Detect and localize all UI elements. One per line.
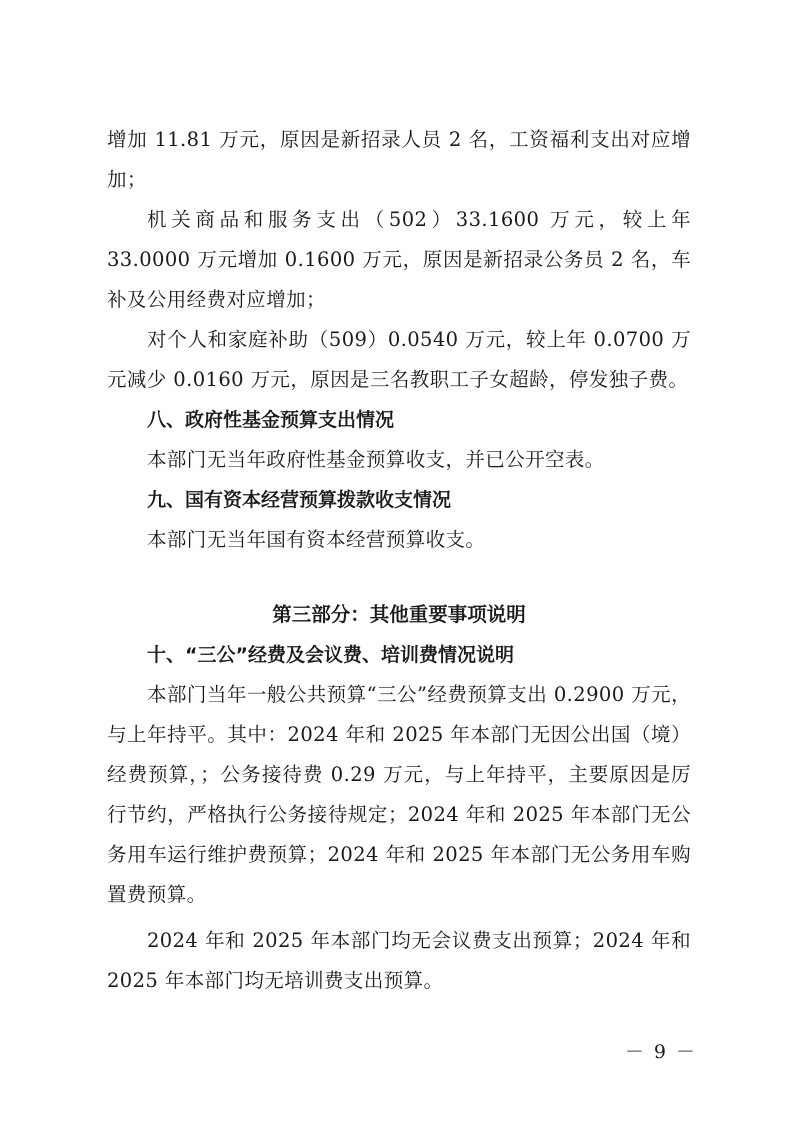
paragraph-goods-services: 机关商品和服务支出（502）33.1600 万元，较上年 33.0000 万元增加 0.1600 万元，原因是新招录公务员 2 名，车补及公用经费对应增加； [107,208,691,311]
page-number: － 9 － [624,1041,697,1063]
section-heading-8: 八、政府性基金预算支出情况 [147,409,395,431]
section-heading-9: 九、国有资本经营预算拨款收支情况 [147,489,452,511]
paragraph-wage-welfare: 增加 11.81 万元，原因是新招录人员 2 名，工资福利支出对应增加； [107,128,691,191]
paragraph-household-subsidy: 对个人和家庭补助（509）0.0540 万元，较上年 0.0700 万元减少 0.0160 万元，原因是三名教职工子女超龄，停发独子费。 [107,328,691,391]
document-body [107,120,691,1001]
paragraph-government-fund: 本部门无当年政府性基金预算收支，并已公开空表。 [147,448,605,471]
section-heading-10: 十、“三公”经费及会议费、培训费情况说明 [147,644,514,666]
section-spacer [107,560,691,595]
paragraph-meeting-training: 2024 年和 2025 年本部门均无会议费支出预算；2024 年和 2025 年本部门均无培训费支出预算。 [107,929,691,992]
paragraph-state-capital: 本部门无当年国有资本经营预算收支。 [147,528,486,551]
paragraph-three-public-expenses: 本部门当年一般公共预算“三公”经费预算支出 0.2900 万元，与上年持平。其中：2024 年和 2025 年本部门无因公出国（境）经费预算，；公务接待费 0.29 万元，与上年持平，主要原因是厉行节约，严格执行公务接待规定；2024 年和 2025 年本部门无公务用车运行维护费预算；2024 年和 2025 年本部门无公务用车购置费预算。 [107,683,691,906]
part-three-title: 第三部分：其他重要事项说明 [272,603,526,626]
